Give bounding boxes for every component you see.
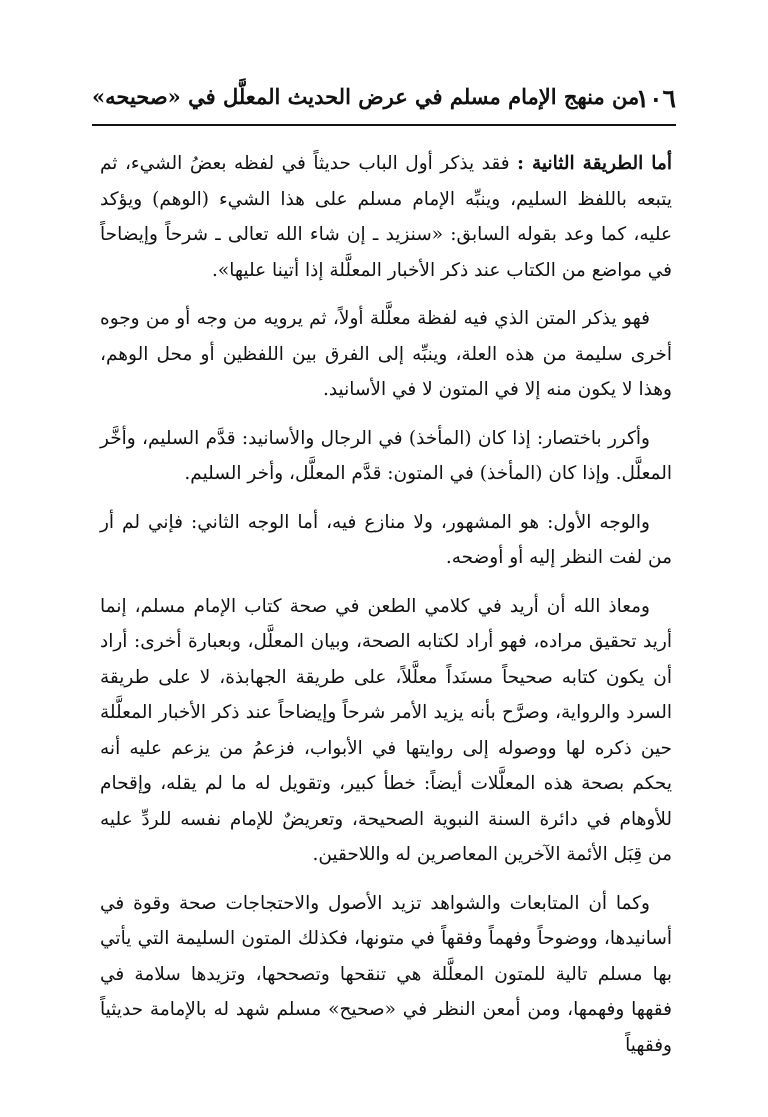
paragraph-lead: أما الطريقة الثانية :: [517, 153, 672, 174]
paragraph: [100, 505, 672, 576]
paragraph-text: والوجه الأول: هو المشهور، ولا منازع فيه، أما الوجه الثاني: فإني لم أر من لفت النظر إليه أو أوضحه.: [100, 511, 672, 568]
paragraph-text: فقد يذكر أول الباب حديثاً في لفظه بعضُ الشيء، ثم يتبعه باللفظ السليم، وينبِّه الإمام مسلم على هذا الشيء (الوهم) ويؤكد عليه، كما وعد بقوله السابق: «سنزيد ـ إن شاء الله تعالى ـ شرحاً وإيضاحاً في مواضع من الكتاب عند ذكر الأخبار المعلَّلة إذا أتينا عليها».: [100, 153, 672, 281]
page-header: [92, 80, 676, 120]
paragraph: [100, 421, 672, 492]
paragraph: [100, 301, 672, 408]
page-number: ١٠٦: [635, 84, 676, 113]
paragraph: [100, 589, 672, 873]
paragraph-text: فهو يذكر المتن الذي فيه لفظة معلَّلة أولاً، ثم يرويه من وجه أو من وجوه أخرى سليمة من هذه العلة، وينبِّه إلى الفرق بين اللفظين أو محل الوهم، وهذا لا يكون منه إلا في المتون لا في الأسانيد.: [100, 308, 672, 400]
running-title: من منهج الإمام مسلم في عرض الحديث المعلَّل في «صحيحه»: [92, 84, 640, 109]
header-rule: [92, 124, 676, 126]
paragraph-text: وأكرر باختصار: إذا كان (المأخذ) في الرجال والأسانيد: قدَّم السليم، وأخَّر المعلَّل. وإذا كان (المأخذ) في المتون: قدَّم المعلَّل، وأخر السليم.: [100, 427, 672, 484]
paragraph: [100, 886, 672, 1064]
paragraph-text: ومعاذ الله أن أريد في كلامي الطعن في صحة كتاب الإمام مسلم، إنما أريد تحقيق مراده، فهو أراد لكتابه الصحة، وبيان المعلَّل، وبعبارة أخرى: أراد أن يكون كتابه صحيحاً مسنَداً معلَّلاً، على طريقة الجهابذة، لا على طريقة السرد والرواية، وصرَّح بأنه يزيد الأمر شرحاً وإيضاحاً عند ذكر الأخبار المعلَّلة حين ذكره لها ووصوله إلى روايتها في الأبواب، فزعمُ من يزعم عليه أنه يحكم بصحة هذه المعلَّلات أيضاً: خطأ كبير، وتقويل له ما لم يقله، وإقحام للأوهام في دائرة السنة النبوية الصحيحة، وتعريضٌ للإمام نفسه للردِّ عليه من قِبَل الأئمة الآخرين المعاصرين له واللاحقين.: [100, 595, 672, 865]
paragraph-text: وكما أن المتابعات والشواهد تزيد الأصول والاحتجاجات صحة وقوة في أسانيدها، ووضوحاً وفهماً وفقهاً في متونها، فكذلك المتون السليمة التي يأتي بها مسلم تالية للمتون المعلَّلة هي تنقحها وتصححها، وتزيدها سلامة في فقهها وفهمها، ومن أمعن النظر في «صحيح» مسلم شهد له بالإمامة حديثياً وفقهياً: [100, 892, 672, 1056]
paragraph: [100, 146, 672, 288]
page-body: [100, 146, 672, 1063]
